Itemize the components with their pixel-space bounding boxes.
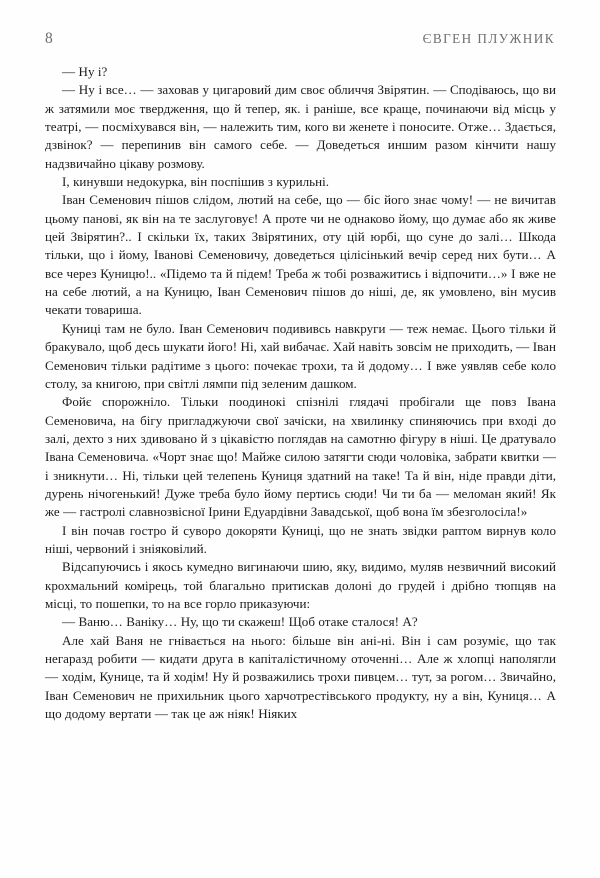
paragraph: Відсапуючись і якось кумедно вигинаючи шию, яку, видимо, муляв незвичний високий крохмальний комірець, той благально притискав долоні до грудей і дрібно тюпцяв на місці, то пошепки, то на все горло приказуючи: bbox=[45, 559, 556, 611]
paragraph: Фойє спорожніло. Тільки поодинокі спізнілі глядачі пробігали ще повз Івана Семеновича, на бігу пригладжуючи свої зачіски, на хвилинку спиняючись при вході до залі, дехто з них здивовано й з цікавістю поглядав на самотню фігуру в ніші. Це дратувало Івана Семеновича. «Чорт знає що! Майже силою затягти сюди чоловіка, забрати квитки — і зникнути… Ні, тільки цей телепень Куниця здатний на таке! Та й він, ніде правди діти, дурень нічогенький! Дуже треба було йому пертись сюди! Чи ти ба — меломан який! Як же — гастролі славнозвісної Ірини Едуардівни Завадської, щоб вона їм збезголосіла!» bbox=[45, 394, 556, 520]
paragraph: — Ваню… Ваніку… Ну, що ти скажеш! Щоб отаке сталося! А? bbox=[62, 614, 418, 630]
paragraph: — Ну і? bbox=[62, 64, 108, 79]
paragraph: І, кинувши недокурка, він поспішив з курильні. bbox=[62, 174, 330, 190]
paragraph: Іван Семенович пішов слідом, лютий на себе, що — біс його знає чому! — не вичитав цьому панові, як він на те заслуговує! А проте чи не однаково йому, що думає або як живе цей Звірятин?.. І скільки їх, таких Звірятиних, оту цій юрбі, що суне до залі… Шкода тільки, що і йому, Іванові Семеновичу, доведеться цілісінький вечір серед них бути… А все через Куницю!.. «Підемо та й підем! Треба ж тобі розважитись і відпочити…» І вже не на себе лютий, а на Куницю, Іван Семенович пішов до ніші, де, як умовлено, він мусив чекати товариша. bbox=[45, 192, 556, 318]
running-head bbox=[45, 31, 555, 53]
running-title: ЄВГЕН ПЛУЖНИК bbox=[422, 31, 555, 46]
paragraph: Але хай Ваня не гнівається на нього: більше він ані-ні. Він і сам розуміє, що так негаразд робити — кидати друга в капіталістичному оточенні… Але ж хлопці наполягли — ходім, Кунице, та й ходім! Ну й розважились трохи пивцем… тут, за рогом… Звичайно, Іван Семенович не прихильник цього харчотрестівського продукту, ну а він, Куниця… А що додому вертати — так це аж ніяк! Ніяких bbox=[45, 632, 556, 722]
paragraph: І він почав гостро й суворо докоряти Куниці, що не знать звідки раптом вирнув коло ніші, червоний і зніяковілий. bbox=[45, 522, 556, 556]
paragraph: — Ну і все… — заховав у цигаровий дим своє обличчя Звірятин. — Сподіваюсь, що ви ж затямили моє твердження, що й тепер, як. і раніше, все краще, починаючи від місць у театрі, — посміхувався він, — належить тим, кого ви женете і поносите. Отже… Здається, дзвінок? — перепинив він самого себе. — Доведеться иншим разом кінчити нашу надзвичайно цікаву розмову. bbox=[45, 82, 556, 171]
page-number: 8 bbox=[45, 30, 53, 47]
body-text bbox=[45, 63, 556, 723]
paragraph: Куниці там не було. Іван Семенович подививсь навкруги — теж немає. Цього тільки й бракувало, щоб десь шукати його! Ні, хай вибачає. Хай навіть зовсім не приходить, — Іван Семенович тільки радітиме з цього: почекає трохи, та й додому… І вже уявляв себе коло столу, за книгою, при світлі лямпи під зеленим дашком. bbox=[45, 320, 556, 391]
